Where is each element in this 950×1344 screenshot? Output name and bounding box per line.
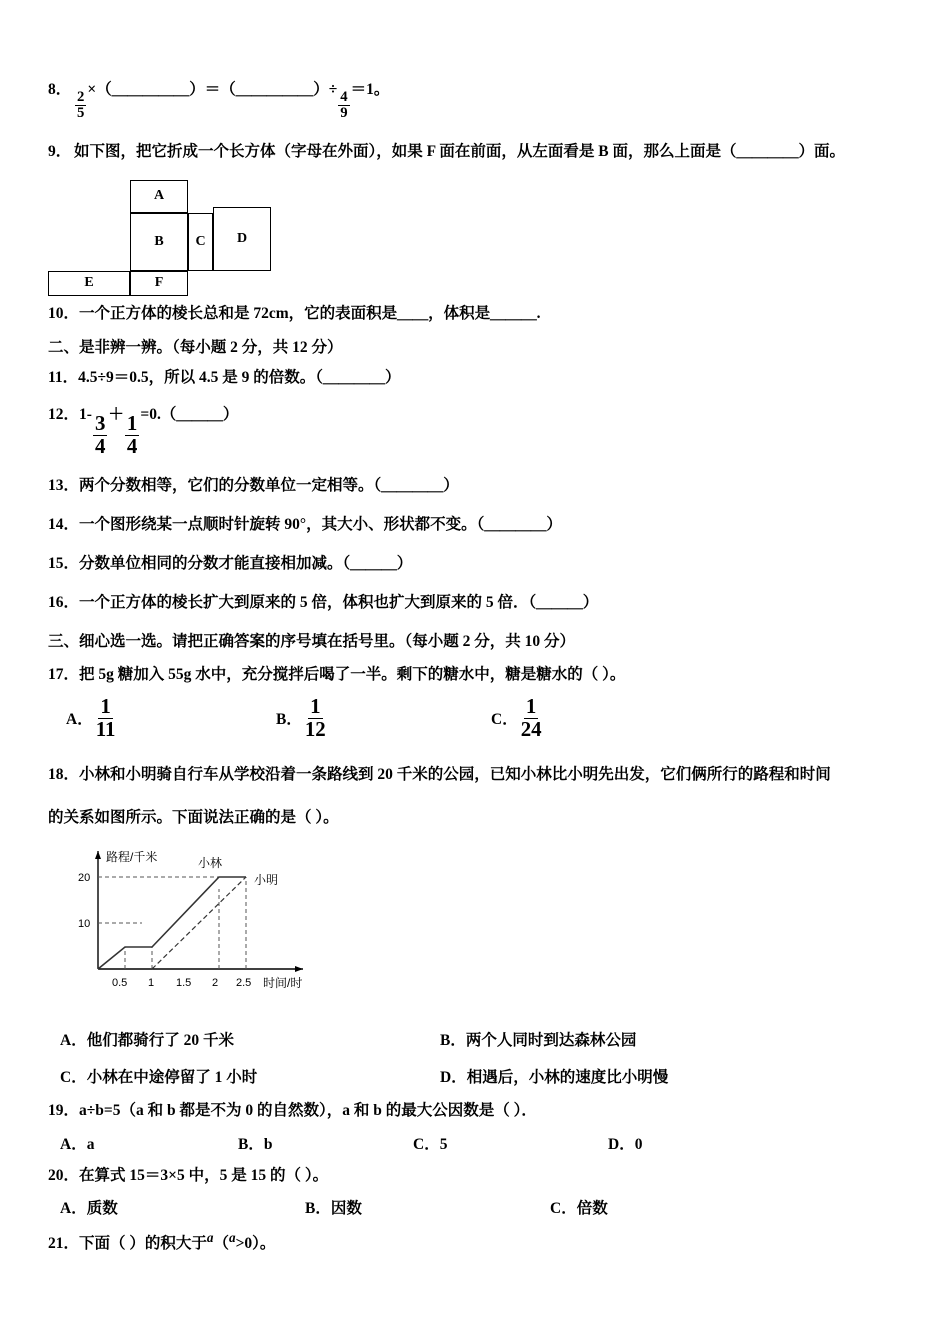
x-axis-label: 时间/时	[263, 976, 303, 991]
question-19	[48, 1099, 904, 1122]
section-heading-3: 三、细心选一选。请把正确答案的序号填在括号里。（每小题 2 分，共 10 分）	[48, 632, 576, 650]
y-axis-label: 路程/千米	[106, 850, 158, 865]
question-18-text-line2: 的关系如图所示。下面说法正确的是（ ）。	[48, 809, 339, 827]
net-face-b: B	[130, 213, 188, 271]
fraction-three-fourths: $\frac{3}{4}$	[94, 410, 106, 458]
series-xiaoming-line	[152, 877, 246, 969]
question-17-text: 把 5g 糖加入 55g 水中，充分搅拌后喝了一半。剩下的糖水中，糖是糖水的（ ）。	[79, 665, 626, 683]
question-13-text: 两个分数相等，它们的分数单位一定相等。（＿＿＿＿）	[79, 476, 459, 494]
y-axis-arrow	[95, 851, 101, 859]
question-12-pre: 1-	[79, 406, 92, 424]
net-face-f: F	[130, 271, 188, 296]
x-tick-05: 0.5	[112, 977, 128, 990]
question-14-text: 一个图形绕某一点顺时针旋转 90°，其大小、形状都不变。（＿＿＿＿）	[79, 515, 562, 533]
question-13	[48, 474, 904, 497]
question-16-number: 16．	[48, 594, 80, 612]
series-label-xiaoming: 小明	[254, 873, 279, 888]
x-axis-arrow	[295, 966, 303, 972]
question-9-text: 如下图，把它折成一个长方体（字母在外面），如果 F 面在前面，从左面看是 B 面，那么上面是（＿＿＿＿）面。	[74, 142, 845, 160]
option-b-label: B．	[276, 711, 302, 729]
question-16	[48, 591, 904, 614]
net-face-e: E	[48, 271, 130, 296]
question-18	[48, 763, 904, 786]
question-21-mid: （	[213, 1234, 229, 1252]
question-21-post: >0）。	[235, 1234, 276, 1252]
fraction-one-fourth: $\frac{1}{4}$	[126, 410, 138, 458]
q20-option-a[interactable]: A．质数	[60, 1199, 118, 1217]
question-20-text: 在算式 15＝3×5 中，5 是 15 的（ ）。	[79, 1166, 329, 1184]
q19-option-a[interactable]: A．a	[60, 1135, 95, 1153]
question-14	[48, 513, 904, 536]
variable-a-exponent: a	[206, 1229, 214, 1245]
question-21	[48, 1228, 904, 1255]
y-tick-20: 20	[78, 872, 91, 885]
q18-option-a[interactable]: A．他们都骑行了 20 千米	[60, 1032, 234, 1050]
question-12-post: =0.（＿＿＿）	[140, 406, 239, 424]
q19-option-c[interactable]: C．5	[413, 1135, 448, 1153]
fraction-four-ninths: $\frac{4}{9}$	[340, 88, 348, 122]
variable-a-second: a	[229, 1229, 236, 1245]
fraction-two-fifths: $\frac{2}{5}$	[77, 88, 85, 122]
question-17-number: 17．	[48, 665, 80, 683]
net-face-c: C	[188, 213, 213, 271]
question-15-text: 分数单位相同的分数才能直接相加减。（＿＿＿）	[79, 555, 413, 573]
question-11-number: 11．	[48, 369, 79, 387]
fraction-one-eleventh: $\frac{1}{11}$	[95, 693, 116, 741]
q19-option-d[interactable]: D．0	[608, 1135, 643, 1153]
q20-option-c[interactable]: C．倍数	[550, 1199, 608, 1217]
distance-time-chart	[58, 839, 358, 1011]
question-20-options	[48, 1196, 904, 1218]
question-18-line2	[48, 806, 904, 829]
question-16-text: 一个正方体的棱长扩大到原来的 5 倍，体积也扩大到原来的 5 倍．（＿＿＿）	[79, 594, 599, 612]
question-19-text: a÷b=5（a 和 b 都是不为 0 的自然数），a 和 b 的最大公因数是（ ）．	[79, 1102, 537, 1120]
question-20	[48, 1164, 904, 1187]
x-tick-1: 1	[148, 977, 155, 990]
question-15	[48, 552, 904, 575]
question-10	[48, 302, 904, 325]
question-18-options	[48, 1028, 904, 1087]
question-18-number: 18．	[48, 765, 80, 783]
question-21-number: 21．	[48, 1234, 80, 1252]
section-heading-2-text: 二、是非辨一辨。（每小题 2 分，共 12 分）	[48, 339, 343, 357]
option-c[interactable]	[491, 693, 706, 741]
question-15-number: 15．	[48, 555, 80, 573]
question-12	[48, 403, 904, 457]
question-9	[48, 140, 904, 163]
net-face-a: A	[130, 180, 188, 213]
series-label-xiaolin: 小林	[198, 856, 223, 871]
question-18-text-line1: 小林和小明骑自行车从学校沿着一条路线到 20 千米的公园，已知小林比小明先出发，它们俩所行的路程和时间	[79, 765, 831, 783]
question-19-number: 19．	[48, 1102, 80, 1120]
q20-option-b[interactable]: B．因数	[305, 1199, 362, 1217]
question-12-number: 12．	[48, 406, 80, 424]
question-20-number: 20．	[48, 1166, 80, 1184]
question-17-options	[48, 693, 904, 741]
question-10-number: 10．	[48, 304, 80, 322]
question-12-plus: ＋	[108, 406, 124, 424]
x-tick-25: 2.5	[236, 977, 252, 990]
cube-net-diagram	[48, 172, 904, 294]
option-c-label: C．	[491, 711, 518, 729]
question-8-middle: ×（＿＿＿＿＿）＝（＿＿＿＿＿）÷	[87, 81, 338, 98]
x-tick-2: 2	[212, 977, 219, 990]
question-21-pre: 下面（ ）的积大于	[79, 1234, 207, 1252]
option-a[interactable]	[48, 693, 276, 741]
q18-option-b[interactable]: B．两个人同时到达森林公园	[440, 1032, 637, 1050]
option-a-label: A．	[66, 711, 93, 729]
page-content	[48, 78, 904, 1264]
option-b[interactable]	[276, 693, 491, 741]
question-19-options	[48, 1132, 904, 1154]
question-17	[48, 663, 904, 686]
y-tick-10: 10	[78, 918, 91, 931]
question-11-text: 4.5÷9＝0.5，所以 4.5 是 9 的倍数。（＿＿＿＿）	[78, 369, 401, 387]
fraction-one-twelfth: $\frac{1}{12}$	[304, 693, 326, 741]
question-11	[48, 366, 904, 389]
question-8	[48, 78, 904, 122]
q18-option-d[interactable]: D．相遇后，小林的速度比小明慢	[440, 1069, 669, 1087]
x-tick-15: 1.5	[176, 977, 192, 990]
question-9-number: 9．	[48, 142, 72, 160]
net-face-d: D	[213, 207, 271, 271]
question-8-number: 8．	[48, 81, 72, 98]
q18-option-c[interactable]: C．小林在中途停留了 1 小时	[60, 1069, 258, 1087]
question-18-graph	[48, 839, 904, 1014]
question-10-text: 一个正方体的棱长总和是 72cm，它的表面积是＿＿，体积是＿＿＿.	[79, 304, 541, 322]
fraction-one-twentyfourth: $\frac{1}{24}$	[520, 693, 542, 741]
question-14-number: 14．	[48, 515, 80, 533]
cube-net	[48, 172, 308, 294]
q19-option-b[interactable]: B．b	[238, 1135, 273, 1153]
question-8-tail: ＝1。	[350, 81, 390, 98]
question-13-number: 13．	[48, 476, 80, 494]
